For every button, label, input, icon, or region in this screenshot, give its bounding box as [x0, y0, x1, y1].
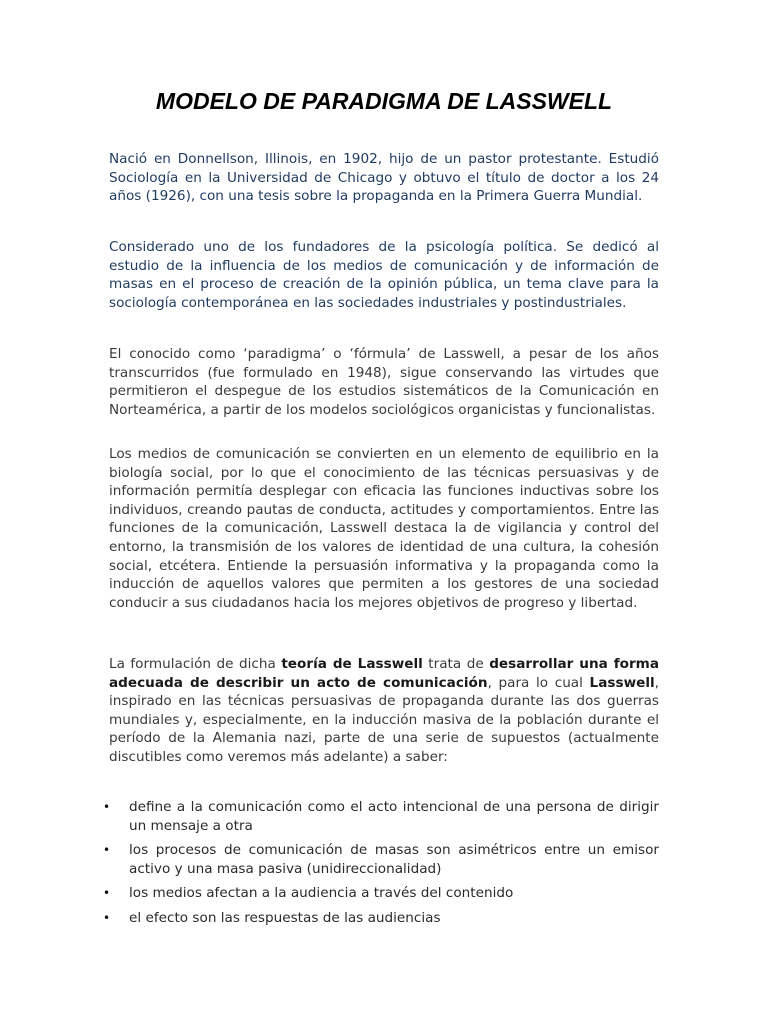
list-item	[103, 884, 659, 903]
bullet-icon: •	[103, 843, 111, 858]
paragraph-formulation-bold-1: teoría de Lasswell	[281, 656, 423, 672]
paragraph-formulation-text-2: trata de	[422, 656, 490, 672]
list-item	[103, 798, 659, 835]
paragraph-political-psychology: Considerado uno de los fundadores de la psicología política. Se dedicó al estudio de la influencia de los medios de comunicación y de información de masas en el proceso de creación de la opinión pública, un tema clave para la sociología contemporánea en las sociedades industriales y postindustriales.	[109, 239, 659, 311]
paragraph-biography: Nació en Donnellson, Illinois, en 1902, hijo de un pastor protestante. Estudió Sociología en la Universidad de Chicago y obtuvo el título de doctor a los 24 años (1926), con una tesis sobre la propaganda en la Primera Guerra Mundial.	[109, 151, 659, 205]
list-item-text: el efecto son las respuestas de las audiencias	[129, 909, 441, 926]
paragraph-formulation-bold-3: Lasswell	[589, 674, 655, 691]
list-item	[103, 841, 659, 878]
list-item-text: los procesos de comunicación de masas son asimétricos entre un emisor activo y una masa pasiva (unidireccionalidad)	[129, 842, 659, 877]
bullet-icon: •	[103, 886, 111, 901]
paragraph-formulation-text-1: La formulación de dicha	[109, 656, 282, 672]
paragraph-formulation-text-4: , inspirado en las técnicas persuasivas de propaganda durante las dos guerras mundiales y, especialmente, en la inducción masiva de la población durante el período de la Alemania nazi, parte de una serie de supuestos (actualmente discutibles como veremos más adelante) a saber:	[109, 674, 659, 765]
paragraph-media-functions: Los medios de comunicación se convierten en un elemento de equilibrio en la biología social, por lo que el conocimiento de las técnicas persuasivas y de información permitía desplegar con eficacia las funciones inductivas sobre los individuos, creando pautas de conducta, actitudes y comportamientos. Entre las funciones de la comunicación, Lasswell destaca la de vigilancia y control del entorno, la transmisión de los valores de identidad de una cultura, la cohesión social, etcétera. Entiende la persuasión informativa y la propaganda como la inducción de aquellos valores que permiten a los gestores de una sociedad conducir a sus ciudadanos hacia los mejores objetivos de progreso y libertad.	[109, 446, 659, 611]
bullet-icon: •	[103, 800, 111, 814]
list-item-text: define a la comunicación como el acto intencional de una persona de dirigir un mensaje a otra	[129, 799, 659, 834]
page-title: MODELO DE PARADIGMA DE LASSWELL	[155, 88, 613, 114]
paragraph-paradigm: El conocido como ‘paradigma’ o ‘fórmula’ de Lasswell, a pesar de los años transcurridos (fue formulado en 1948), sigue conservando las virtudes que permitieron el despegue de los estudios sistemáticos de la Comunicación en Norteamérica, a partir de los modelos sociológicos organicistas y funcionalistas.	[109, 346, 659, 418]
list-item-text: los medios afectan a la audiencia a través del contenido	[129, 885, 514, 902]
paragraph-formulation-text-3: , para lo cual	[487, 674, 590, 691]
paragraph-formulation-bold-2: desarrollar una forma adecuada de describir un acto de comunicación	[109, 656, 660, 691]
bullet-icon: •	[103, 910, 111, 925]
assumptions-list	[103, 798, 659, 934]
list-item	[103, 909, 659, 928]
paragraph-formulation	[109, 655, 659, 767]
